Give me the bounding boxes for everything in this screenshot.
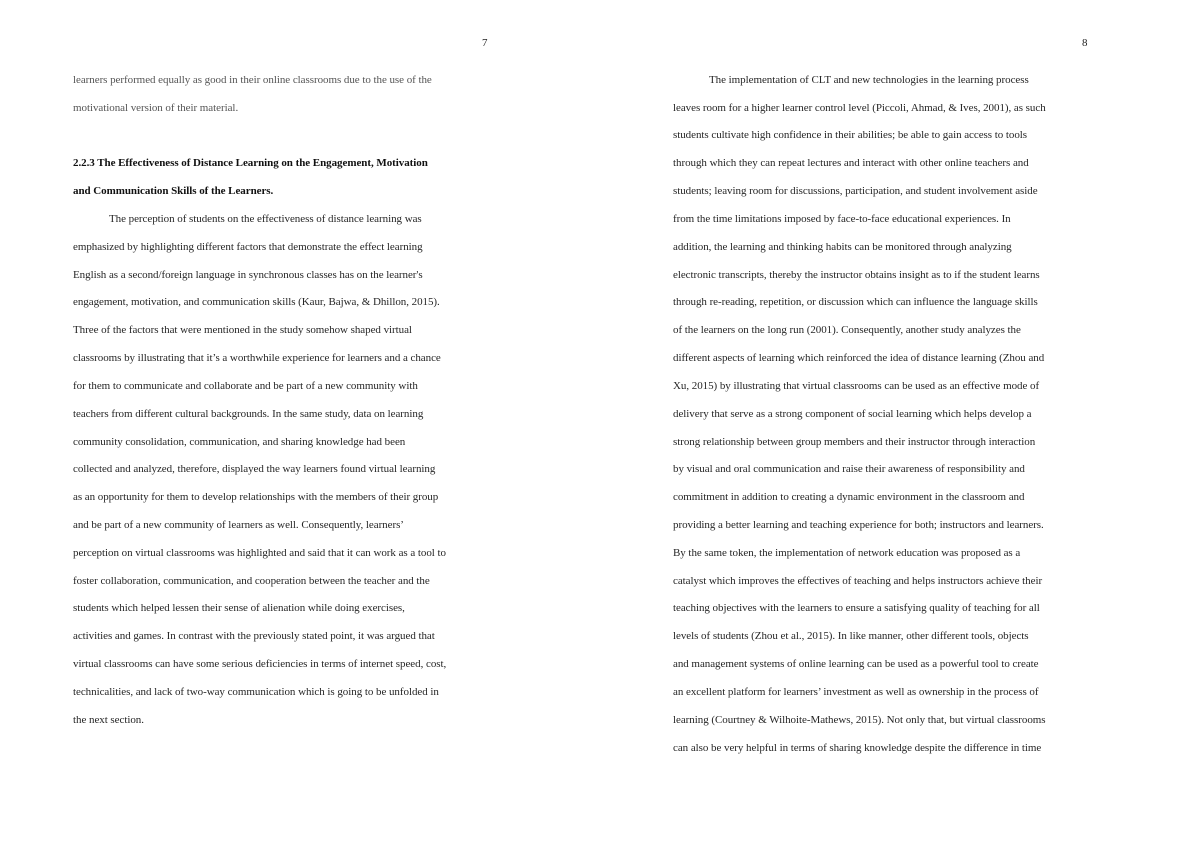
text-line: motivational version of their material. — [73, 102, 239, 114]
text-line: Xu, 2015) by illustrating that virtual classrooms can be used as an effective mode of — [673, 380, 1040, 392]
text-line: virtual classrooms can have some serious deficiencies in terms of internet speed, cost, — [73, 658, 447, 670]
section-heading: and Communication Skills of the Learners. — [73, 185, 274, 197]
section-heading: 2.2.3 The Effectiveness of Distance Learning on the Engagement, Motivation — [73, 157, 428, 169]
text-line: catalyst which improves the effectives of teaching and helps instructors achieve their — [673, 575, 1043, 587]
text-line: the next section. — [73, 714, 144, 726]
text-line: teachers from different cultural backgrounds. In the same study, data on learning — [73, 408, 424, 420]
right-page — [600, 0, 1200, 849]
text-line: as an opportunity for them to develop relationships with the members of their group — [73, 491, 439, 503]
text-line: strong relationship between group members and their instructor through interaction — [673, 436, 1036, 448]
text-line: perception on virtual classrooms was highlighted and said that it can work as a tool to — [73, 547, 446, 559]
right-page-body — [673, 0, 1103, 849]
text-line: different aspects of learning which reinforced the idea of distance learning (Zhou and — [673, 352, 1045, 364]
text-line: The perception of students on the effectiveness of distance learning was — [109, 213, 422, 225]
page-number: 7 — [482, 37, 488, 49]
text-line: through re-reading, repetition, or discussion which can influence the language skills — [673, 296, 1038, 308]
left-page-body — [73, 0, 503, 849]
text-line: and management systems of online learning can be used as a powerful tool to create — [673, 658, 1039, 670]
text-line: for them to communicate and collaborate and be part of a new community with — [73, 380, 418, 392]
text-line: from the time limitations imposed by face-to-face educational experiences. In — [673, 213, 1011, 225]
text-line: emphasized by highlighting different factors that demonstrate the effect learning — [73, 241, 423, 253]
text-line: The implementation of CLT and new technologies in the learning process — [709, 74, 1029, 86]
text-line: students; leaving room for discussions, participation, and student involvement aside — [673, 185, 1038, 197]
text-line: levels of students (Zhou et al., 2015). In like manner, other different tools, objects — [673, 630, 1029, 642]
text-line: English as a second/foreign language in synchronous classes has on the learner's — [73, 269, 423, 281]
text-line: providing a better learning and teaching experience for both; instructors and learners. — [673, 519, 1044, 531]
text-line: engagement, motivation, and communication skills (Kaur, Bajwa, & Dhillon, 2015). — [73, 296, 440, 308]
text-line: by visual and oral communication and raise their awareness of responsibility and — [673, 463, 1025, 475]
text-line: electronic transcripts, thereby the instructor obtains insight as to if the student learns — [673, 269, 1040, 281]
text-line: technicalities, and lack of two-way communication which is going to be unfolded in — [73, 686, 439, 698]
text-line: of the learners on the long run (2001). Consequently, another study analyzes the — [673, 324, 1021, 336]
text-line: learners performed equally as good in their online classrooms due to the use of the — [73, 74, 432, 86]
text-line: teaching objectives with the learners to ensure a satisfying quality of teaching for all — [673, 602, 1040, 614]
text-line: classrooms by illustrating that it’s a worthwhile experience for learners and a chance — [73, 352, 441, 364]
text-line: through which they can repeat lectures and interact with other online teachers and — [673, 157, 1029, 169]
text-line: Three of the factors that were mentioned in the study somehow shaped virtual — [73, 324, 412, 336]
text-line: students cultivate high confidence in their abilities; be able to gain access to tools — [673, 129, 1028, 141]
text-line: community consolidation, communication, and sharing knowledge had been — [73, 436, 406, 448]
page-number: 8 — [1082, 37, 1088, 49]
text-line: addition, the learning and thinking habits can be monitored through analyzing — [673, 241, 1012, 253]
text-line: and be part of a new community of learners as well. Consequently, learners’ — [73, 519, 404, 531]
text-line: foster collaboration, communication, and cooperation between the teacher and the — [73, 575, 430, 587]
text-line: collected and analyzed, therefore, displayed the way learners found virtual learning — [73, 463, 436, 475]
text-line: activities and games. In contrast with the previously stated point, it was argued that — [73, 630, 435, 642]
text-line: commitment in addition to creating a dynamic environment in the classroom and — [673, 491, 1025, 503]
text-line: students which helped lessen their sense of alienation while doing exercises, — [73, 602, 405, 614]
text-line: an excellent platform for learners’ investment as well as ownership in the process of — [673, 686, 1039, 698]
text-line: delivery that serve as a strong component of social learning which helps develop a — [673, 408, 1032, 420]
text-line: leaves room for a higher learner control level (Piccoli, Ahmad, & Ives, 2001), as such — [673, 102, 1046, 114]
text-line: can also be very helpful in terms of sharing knowledge despite the difference in time — [673, 742, 1042, 754]
text-line: learning (Courtney & Wilhoite-Mathews, 2015). Not only that, but virtual classrooms — [673, 714, 1046, 726]
text-line: By the same token, the implementation of network education was proposed as a — [673, 547, 1021, 559]
